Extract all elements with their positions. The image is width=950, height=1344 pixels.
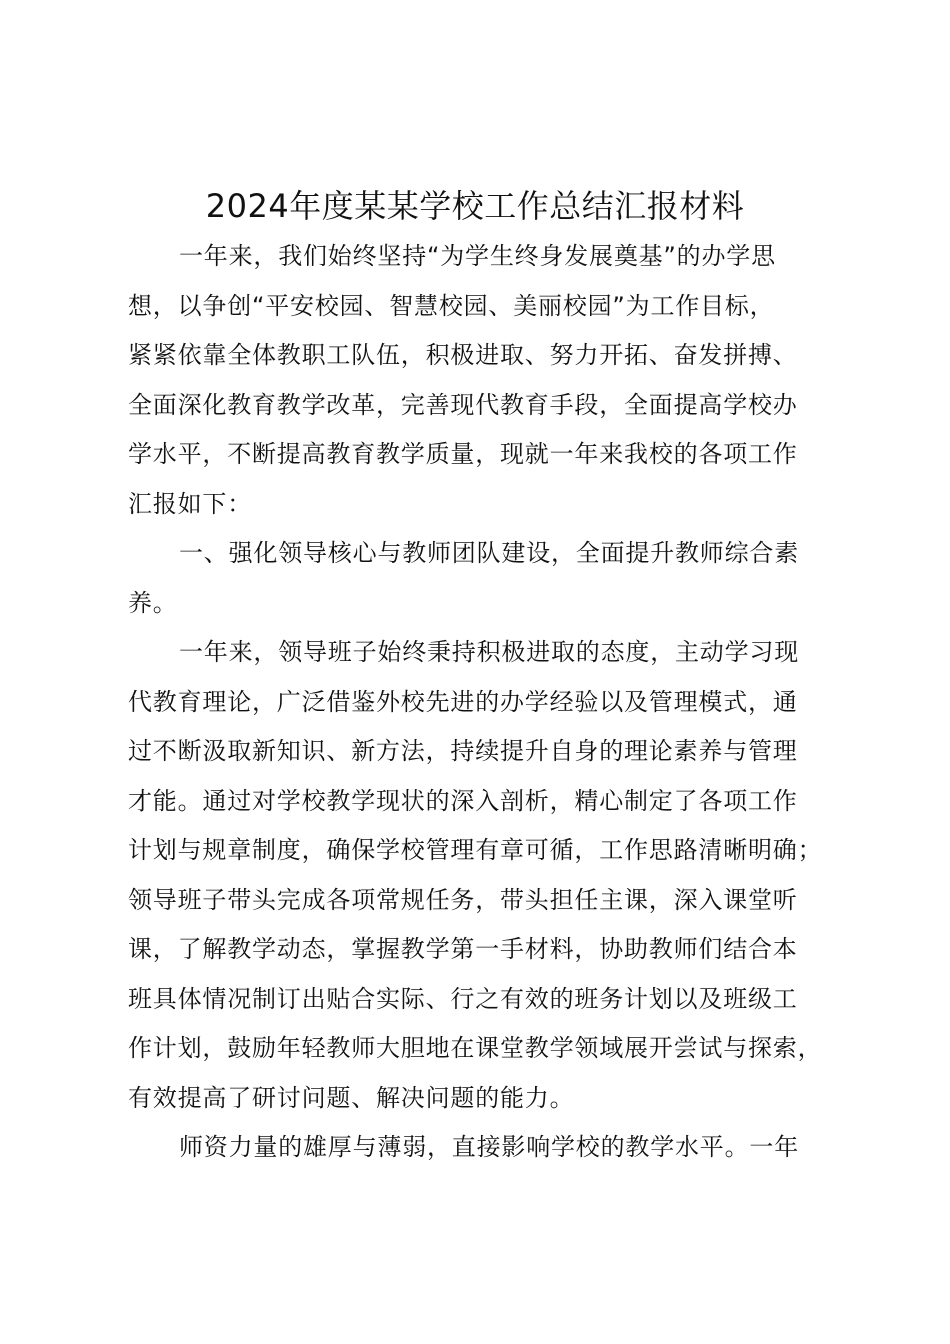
text-line: 过不断汲取新知识、新方法，持续提升自身的理论素养与管理 — [128, 737, 798, 765]
text-line: 学水平，不断提高教育教学质量，现就一年来我校的各项工作 — [128, 440, 798, 468]
document-body — [128, 232, 868, 1173]
text-line: 全面深化教育教学改革，完善现代教育手段，全面提高学校办 — [128, 390, 798, 419]
text-line: 课，了解教学动态，掌握教学第一手材料，协助教师们结合本 — [128, 935, 798, 963]
section-heading-1 — [128, 529, 868, 628]
text-line: 计划与规章制度，确保学校管理有章可循，工作思路清晰明确； — [128, 836, 823, 864]
text-line: 一年来，我们始终坚持“为学生终身发展奠基”的办学思 — [179, 242, 776, 270]
text-line: 一、强化领导核心与教师团队建设，全面提升教师综合素 — [179, 539, 799, 567]
text-line: 紧紧依靠全体教职工队伍，积极进取、努力开拓、奋发拼搏、 — [128, 341, 798, 369]
text-line: 作计划，鼓励年轻教师大胆地在课堂教学领域展开尝试与探索， — [128, 1034, 823, 1062]
document-title: 2024年度某某学校工作总结汇报材料 — [205, 187, 745, 225]
text-line: 代教育理论，广泛借鉴外校先进的办学经验以及管理模式，通 — [128, 687, 798, 716]
text-line: 一年来，领导班子始终秉持积极进取的态度，主动学习现 — [179, 638, 799, 666]
text-line: 想，以争创“平安校园、智慧校园、美丽校园”为工作目标， — [128, 291, 775, 320]
text-line: 领导班子带头完成各项常规任务，带头担任主课，深入课堂听 — [128, 885, 798, 914]
text-line: 师资力量的雄厚与薄弱，直接影响学校的教学水平。一年 — [179, 1133, 799, 1161]
text-line: 养。 — [128, 588, 178, 617]
intro-paragraph — [128, 232, 868, 529]
faculty-paragraph — [128, 1123, 868, 1173]
text-line: 汇报如下： — [128, 489, 252, 518]
text-line: 才能。通过对学校教学现状的深入剖析，精心制定了各项工作 — [128, 786, 798, 815]
leadership-paragraph — [128, 628, 868, 1123]
text-line: 有效提高了研讨问题、解决问题的能力。 — [128, 1083, 575, 1112]
text-line: 班具体情况制订出贴合实际、行之有效的班务计划以及班级工 — [128, 984, 798, 1013]
